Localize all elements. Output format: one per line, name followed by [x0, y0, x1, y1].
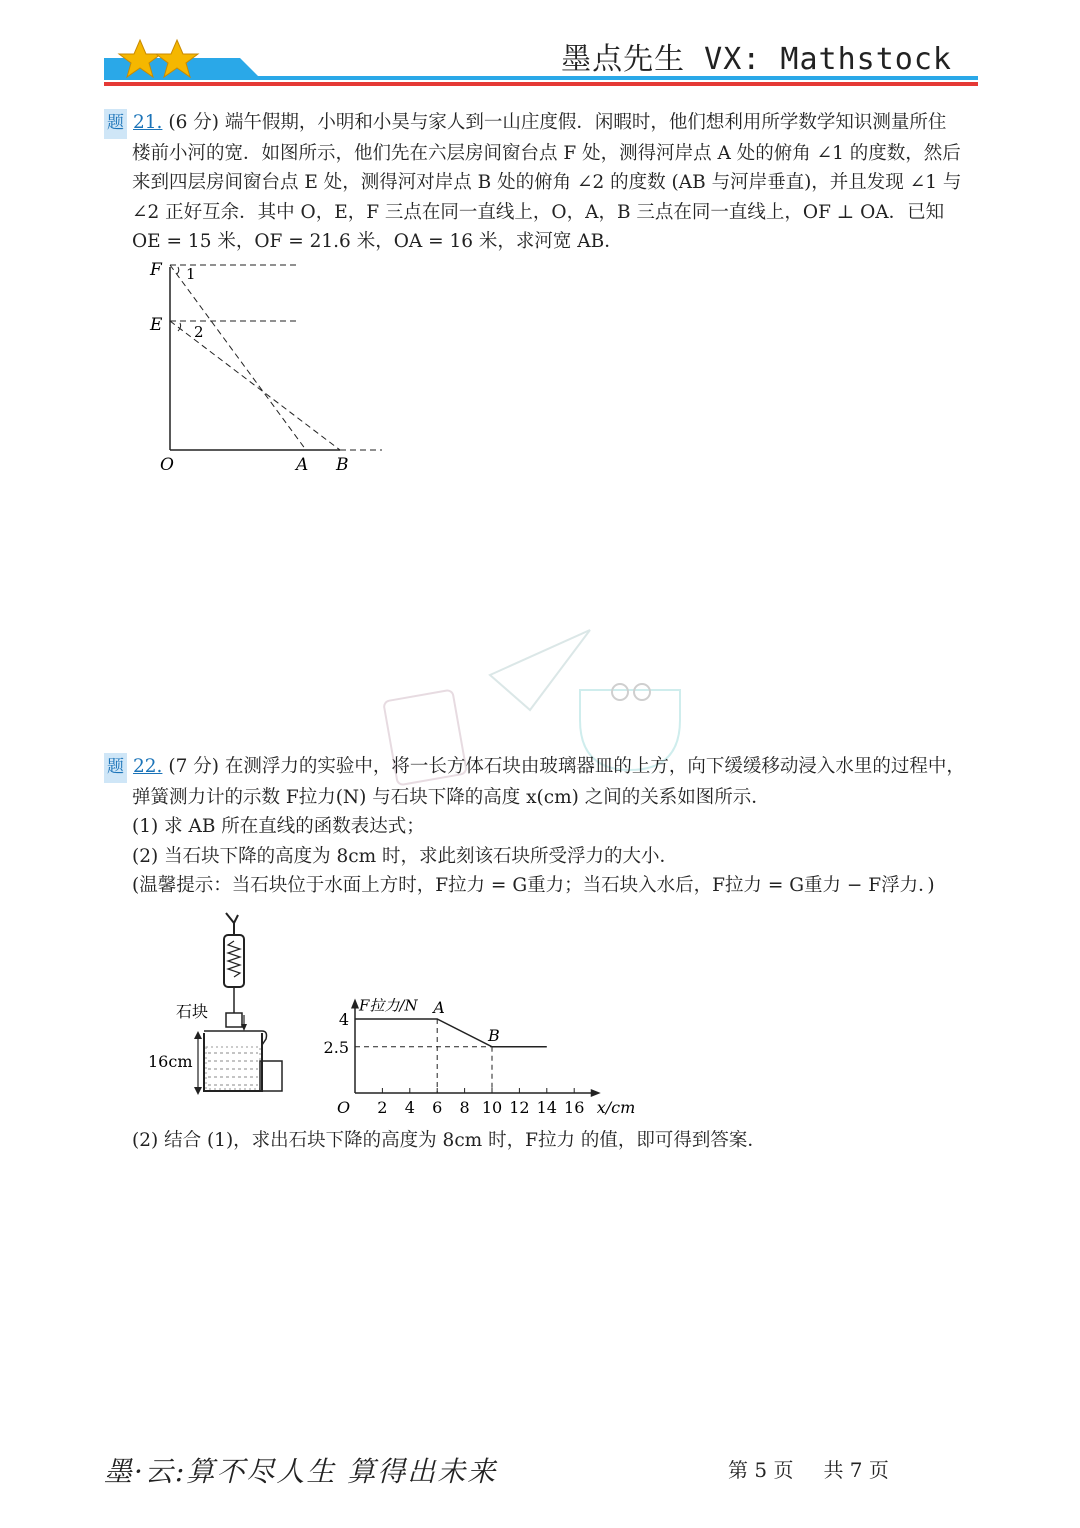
answer-hint-text: (2) 结合 (1)，求出石块下降的高度为 8cm 时，F拉力 的值，即可得到答案．	[132, 1130, 766, 1151]
answer-hint	[104, 1126, 976, 1156]
x-tick-label: 4	[404, 1098, 415, 1117]
header-red-line	[104, 82, 978, 86]
question-line: (温馨提示：当石块位于水面上方时，F拉力 = G重力；当石块入水后，F拉力 = G重力 − F浮力．)	[132, 875, 935, 897]
label-O: O	[160, 455, 174, 475]
x-tick-label: 10	[481, 1098, 503, 1117]
x-tick-label: 16	[564, 1098, 585, 1117]
buoyancy-figure	[140, 905, 660, 1130]
x-tick-label: 8	[459, 1098, 470, 1117]
question-number: 22.	[133, 756, 163, 777]
label-angle-1: 1	[186, 265, 196, 283]
spring-scale-apparatus	[148, 913, 282, 1095]
question-line: (2) 当石块下降的高度为 8cm 时，求此刻该石块所受浮力的大小．	[132, 845, 679, 867]
label-E: E	[150, 315, 163, 335]
stone-label: 石块	[176, 1002, 209, 1021]
question-line	[104, 108, 976, 139]
question-line: 楼前小河的宽．如图所示，他们先在六层房间窗台点 F 处，测得河岸点 A 处的俯角 ∠1 的度数，然后	[132, 142, 961, 164]
sight-line-FA	[170, 265, 306, 450]
force-height-chart	[324, 997, 636, 1118]
page-number	[728, 1454, 919, 1483]
question-22	[104, 752, 976, 901]
label-angle-2: 2	[194, 323, 204, 341]
question-line	[104, 752, 976, 783]
question-text: (7 分) 在测浮力的实验中，将一长方体石块由玻璃器皿的上方，向下缓缓移动浸入水里的过程中，	[168, 756, 965, 777]
y-axis-label: F拉力/N	[359, 996, 418, 1015]
footer-motto: 墨·云:算不尽人生 算得出未来	[104, 1455, 498, 1488]
question-tag: 题	[104, 753, 127, 783]
y-tick-label: 2.5	[323, 1037, 349, 1057]
question-tag: 题	[104, 109, 127, 139]
height-label: 16cm	[148, 1052, 193, 1071]
x-tick-label: 14	[536, 1098, 557, 1117]
x-tick-label: 12	[509, 1098, 530, 1117]
question-line: 弹簧测力计的示数 F拉力(N) 与石块下降的高度 x(cm) 之间的关系如图所示．	[132, 786, 770, 808]
x-tick-label: 6	[432, 1098, 443, 1117]
question-line: OE = 15 米，OF = 21.6 米，OA = 16 米，求河宽 AB．	[132, 231, 623, 253]
glass-container	[204, 1033, 262, 1091]
river-width-figure	[140, 255, 400, 480]
current-page: 第 5 页	[728, 1458, 794, 1482]
label-F: F	[150, 260, 162, 280]
label-A: A	[296, 455, 309, 475]
question-number: 21.	[133, 112, 163, 133]
y-axis-arrow	[351, 999, 359, 1009]
x-axis-arrow	[591, 1089, 601, 1097]
container-spout	[204, 1031, 267, 1045]
x-tick-label: 2	[377, 1098, 388, 1117]
total-pages: 共 7 页	[823, 1458, 889, 1482]
eye-icon	[634, 684, 650, 700]
paper-plane-icon	[490, 630, 590, 710]
question-21	[104, 108, 976, 257]
question-line: ∠2 正好互余．其中 O，E，F 三点在同一直线上，O，A，B 三点在同一直线上，OF ⊥ OA．已知	[132, 201, 945, 223]
label-B: B	[336, 455, 349, 475]
spring-icon	[228, 941, 240, 977]
point-label-A: A	[433, 998, 445, 1017]
angle-1-arc	[177, 267, 179, 274]
overflow-cup	[260, 1061, 282, 1091]
question-text: (6 分) 端午假期，小明和小昊与家人到一山庄度假．闲暇时，他们想利用所学数学知识测量所住	[168, 112, 947, 133]
stone-block	[226, 1013, 242, 1027]
y-tick-label: 4	[338, 1010, 349, 1029]
question-line: (1) 求 AB 所在直线的函数表达式；	[132, 816, 425, 838]
page-header	[0, 0, 1080, 100]
header-brand: 墨点先生 VX: Mathstock	[561, 42, 952, 77]
hook-icon	[226, 913, 238, 935]
origin-label: O	[337, 1098, 351, 1117]
point-label-B: B	[488, 1025, 500, 1045]
series-line	[355, 1019, 547, 1047]
eye-icon	[612, 684, 628, 700]
question-line: 来到四层房间窗台点 E 处，测得河对岸点 B 处的俯角 ∠2 的度数 (AB 与河岸垂直)，并且发现 ∠1 与	[132, 172, 962, 194]
x-axis-label: x/cm	[596, 1098, 636, 1117]
